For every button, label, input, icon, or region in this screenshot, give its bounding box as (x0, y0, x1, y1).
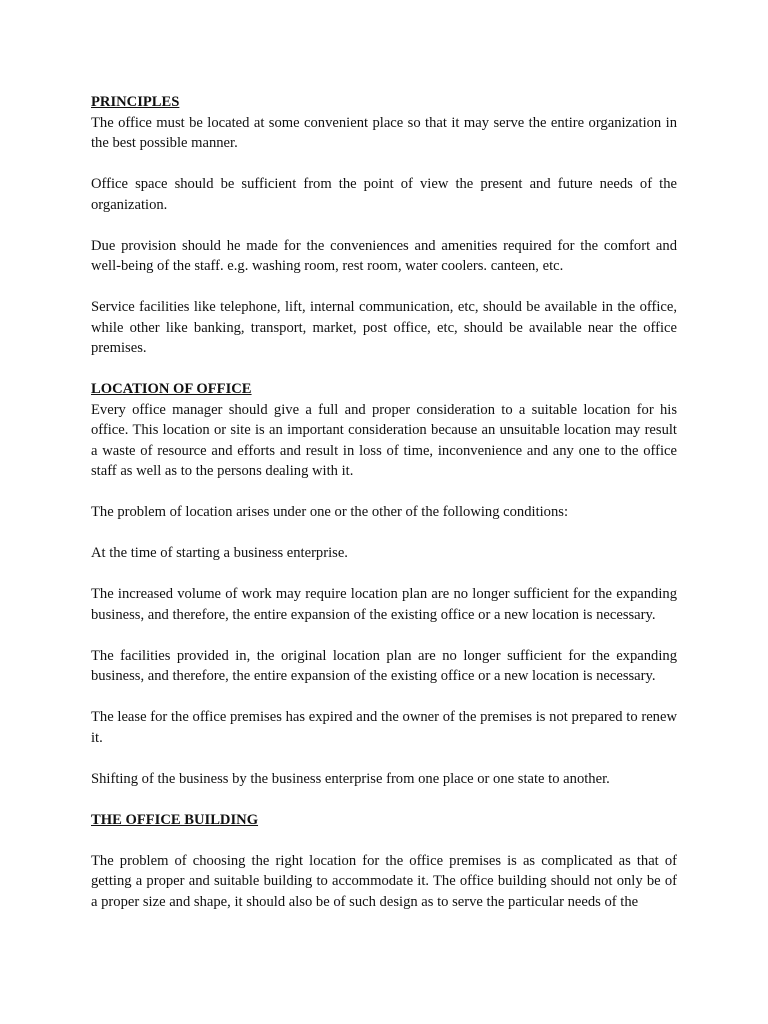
paragraph: Every office manager should give a full and proper consideration to a suitable location for his office. This location or site is an important consideration because an unsuitable location may result a waste of resource and efforts and result in loss of time, inconvenience and any one to the office staff as well as to the persons dealing with it. (91, 401, 677, 479)
paragraph: The problem of location arises under one or the other of the following conditions: (91, 504, 569, 520)
paragraph: The office must be located at some convenient place so that it may serve the entire organization in the best possible manner. (91, 114, 677, 151)
paragraph: The lease for the office premises has expired and the owner of the premises is not prepared to renew it. (91, 709, 677, 746)
paragraph: The problem of choosing the right location for the office premises is as complicated as that of getting a proper and suitable building to accommodate it. The office building should not only be of a proper size and shape, it should also be of such design as to serve the particular needs of the (91, 852, 677, 910)
section-heading: PRINCIPLES (91, 94, 180, 110)
paragraph: Shifting of the business by the business enterprise from one place or one state to another. (91, 770, 610, 787)
section-principles (91, 92, 677, 359)
paragraph: Office space should be sufficient from the point of view the present and future needs of the organization. (91, 176, 677, 213)
paragraph: The increased volume of work may require location plan are no longer sufficient for the expanding business, and therefore, the entire expansion of the existing office or a new location is necessary. (91, 586, 677, 623)
paragraph: At the time of starting a business enterprise. (91, 545, 348, 561)
section-location-of-office (91, 379, 677, 789)
document-page (91, 92, 677, 933)
paragraph: Service facilities like telephone, lift, internal communication, etc, should be available in the office, while other like banking, transport, market, post office, etc, should be available near the office premises. (91, 299, 677, 356)
paragraph: The facilities provided in, the original location plan are no longer sufficient for the expanding business, and therefore, the entire expansion of the existing office or a new location is necessary. (91, 647, 677, 684)
spacer (91, 830, 677, 851)
paragraph: Due provision should he made for the conveniences and amenities required for the comfort and well-being of the staff. e.g. washing room, rest room, water coolers. canteen, etc. (91, 237, 677, 274)
section-heading: THE OFFICE BUILDING (91, 811, 259, 828)
section-the-office-building (91, 810, 677, 913)
section-heading: LOCATION OF OFFICE (91, 381, 252, 397)
